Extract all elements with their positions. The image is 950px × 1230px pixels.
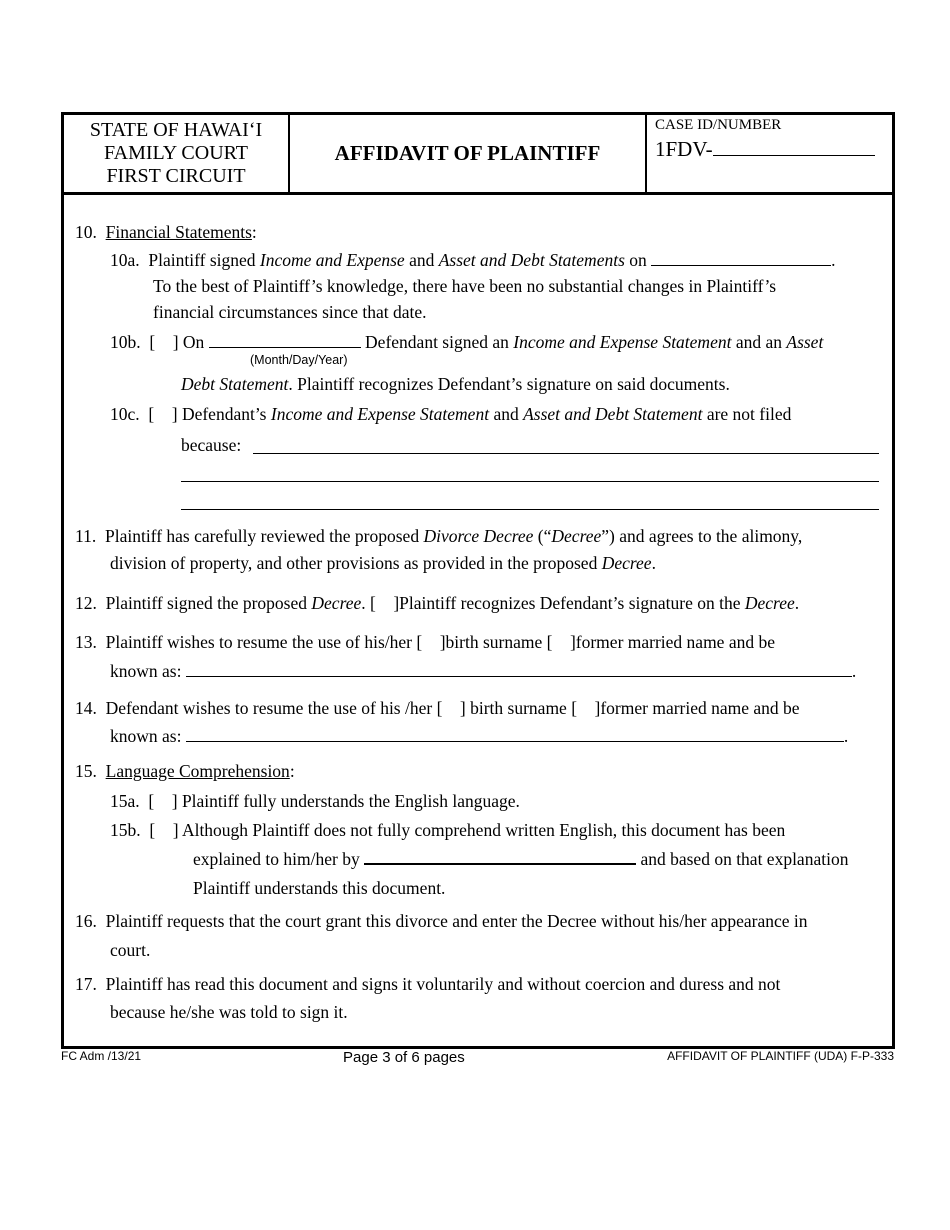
item-15a-line: 15a. [ ] Plaintiff fully understands the English language. xyxy=(110,791,520,811)
item-10b-line2: Debt Statement. Plaintiff recognizes Defendant’s signature on said documents. xyxy=(181,374,730,394)
item-16-line2: court. xyxy=(110,940,151,960)
item-15b-checkbox[interactable]: [ ] xyxy=(149,820,179,840)
court-name-block xyxy=(64,115,290,192)
item-10a-line2: To the best of Plaintiff’s knowledge, there have been no substantial changes in Plaintiff’s xyxy=(153,276,777,296)
item-10b-line1: 10b. [ ] On Defendant signed an Income and Expense Statement and an Asset xyxy=(110,332,824,352)
defendant-signed-date-field[interactable] xyxy=(209,332,361,348)
item-10c-line1: 10c. [ ] Defendant’s Income and Expense Statement and Asset and Debt Statement are not filed xyxy=(110,404,792,424)
item-14-birth-surname-checkbox[interactable]: Defendant wishes to resume the use of his /her [ ] xyxy=(105,698,466,718)
statements-date-field[interactable] xyxy=(651,250,831,266)
item-13-line1: 13. Plaintiff wishes to resume the use of his/her [ ]birth surname [ ]former married name and be xyxy=(75,632,775,652)
language-comprehension-title: Language Comprehension xyxy=(105,761,290,781)
financial-statements-title: Financial Statements xyxy=(105,222,252,242)
item-15b-line2: explained to him/her by and based on that explanation xyxy=(193,849,849,869)
item-11-line2: division of property, and other provisions as provided in the proposed Decree. xyxy=(110,553,656,573)
item-13-birth-surname-checkbox[interactable]: Plaintiff wishes to resume the use of his/her [ ] xyxy=(105,632,446,652)
item-13-line2: known as: . xyxy=(110,661,857,681)
case-number-label: CASE ID/NUMBER xyxy=(655,117,782,133)
item-14-line2: known as: . xyxy=(110,726,849,746)
court-line-1: STATE OF HAWAI‘I xyxy=(89,119,263,141)
date-format-caption: (Month/Day/Year) xyxy=(250,353,348,367)
item-14-line1: 14. Defendant wishes to resume the use of his /her [ ] birth surname [ ]former married name and be xyxy=(75,698,800,718)
item-15a-checkbox[interactable]: [ ] xyxy=(148,791,178,811)
item-15b-line1: 15b. [ ] Although Plaintiff does not fully comprehend written English, this document has been xyxy=(110,820,786,840)
footer-form-code: FC Adm /13/21 xyxy=(61,1049,142,1063)
case-number-field[interactable] xyxy=(655,137,892,162)
item-10b-checkbox[interactable]: [ ] xyxy=(149,332,179,352)
defendant-known-as-field[interactable] xyxy=(186,726,844,742)
item-12-line1: 12. Plaintiff signed the proposed Decree. [ ]Plaintiff recognizes Defendant’s signature on the Decree. xyxy=(75,593,800,613)
item-16-line1: 16. Plaintiff requests that the court grant this divorce and enter the Decree without his/her appearance in xyxy=(75,911,808,931)
form-header xyxy=(64,115,892,195)
item-17-line1: 17. Plaintiff has read this document and signs it voluntarily and without coercion and duress and not xyxy=(75,974,781,994)
item-17-line2: because he/she was told to sign it. xyxy=(110,1002,348,1022)
item-15b-line3: Plaintiff understands this document. xyxy=(193,878,446,898)
case-number-block xyxy=(647,115,892,192)
form-title: AFFIDAVIT OF PLAINTIFF xyxy=(290,115,647,192)
item-15-heading: 15. Language Comprehension: xyxy=(75,761,295,781)
because-line-3[interactable] xyxy=(181,509,879,510)
court-line-2: FAMILY COURT xyxy=(103,142,249,164)
plaintiff-known-as-field[interactable] xyxy=(186,661,852,677)
item-10c-checkbox[interactable]: [ ] xyxy=(148,404,178,424)
explained-by-field[interactable] xyxy=(364,848,636,865)
case-number-blank[interactable] xyxy=(713,137,875,156)
footer-page-number: Page 3 of 6 pages xyxy=(343,1049,465,1066)
item-14-former-name-checkbox[interactable]: birth surname [ ] xyxy=(465,698,601,718)
item-10c-because-label: because: xyxy=(181,435,242,455)
item-13-former-name-checkbox[interactable]: birth surname [ ] xyxy=(445,632,576,652)
item-12-checkbox[interactable]: . [ ] xyxy=(361,593,400,613)
court-line-3: FIRST CIRCUIT xyxy=(106,165,246,187)
case-prefix: 1FDV- xyxy=(655,137,713,161)
item-10a-line3: financial circumstances since that date. xyxy=(153,302,427,322)
item-11-line1: 11. Plaintiff has carefully reviewed the proposed Divorce Decree (“Decree”) and agrees to the alimony, xyxy=(75,526,803,546)
item-10-heading: 10. Financial Statements: xyxy=(75,222,257,242)
footer-form-title: AFFIDAVIT OF PLAINTIFF (UDA) F-P-333 xyxy=(667,1049,894,1063)
because-line-2[interactable] xyxy=(181,481,879,482)
item-10a-line1: 10a. Plaintiff signed Income and Expense and Asset and Debt Statements on . xyxy=(110,250,836,270)
because-line-1[interactable] xyxy=(253,453,879,454)
